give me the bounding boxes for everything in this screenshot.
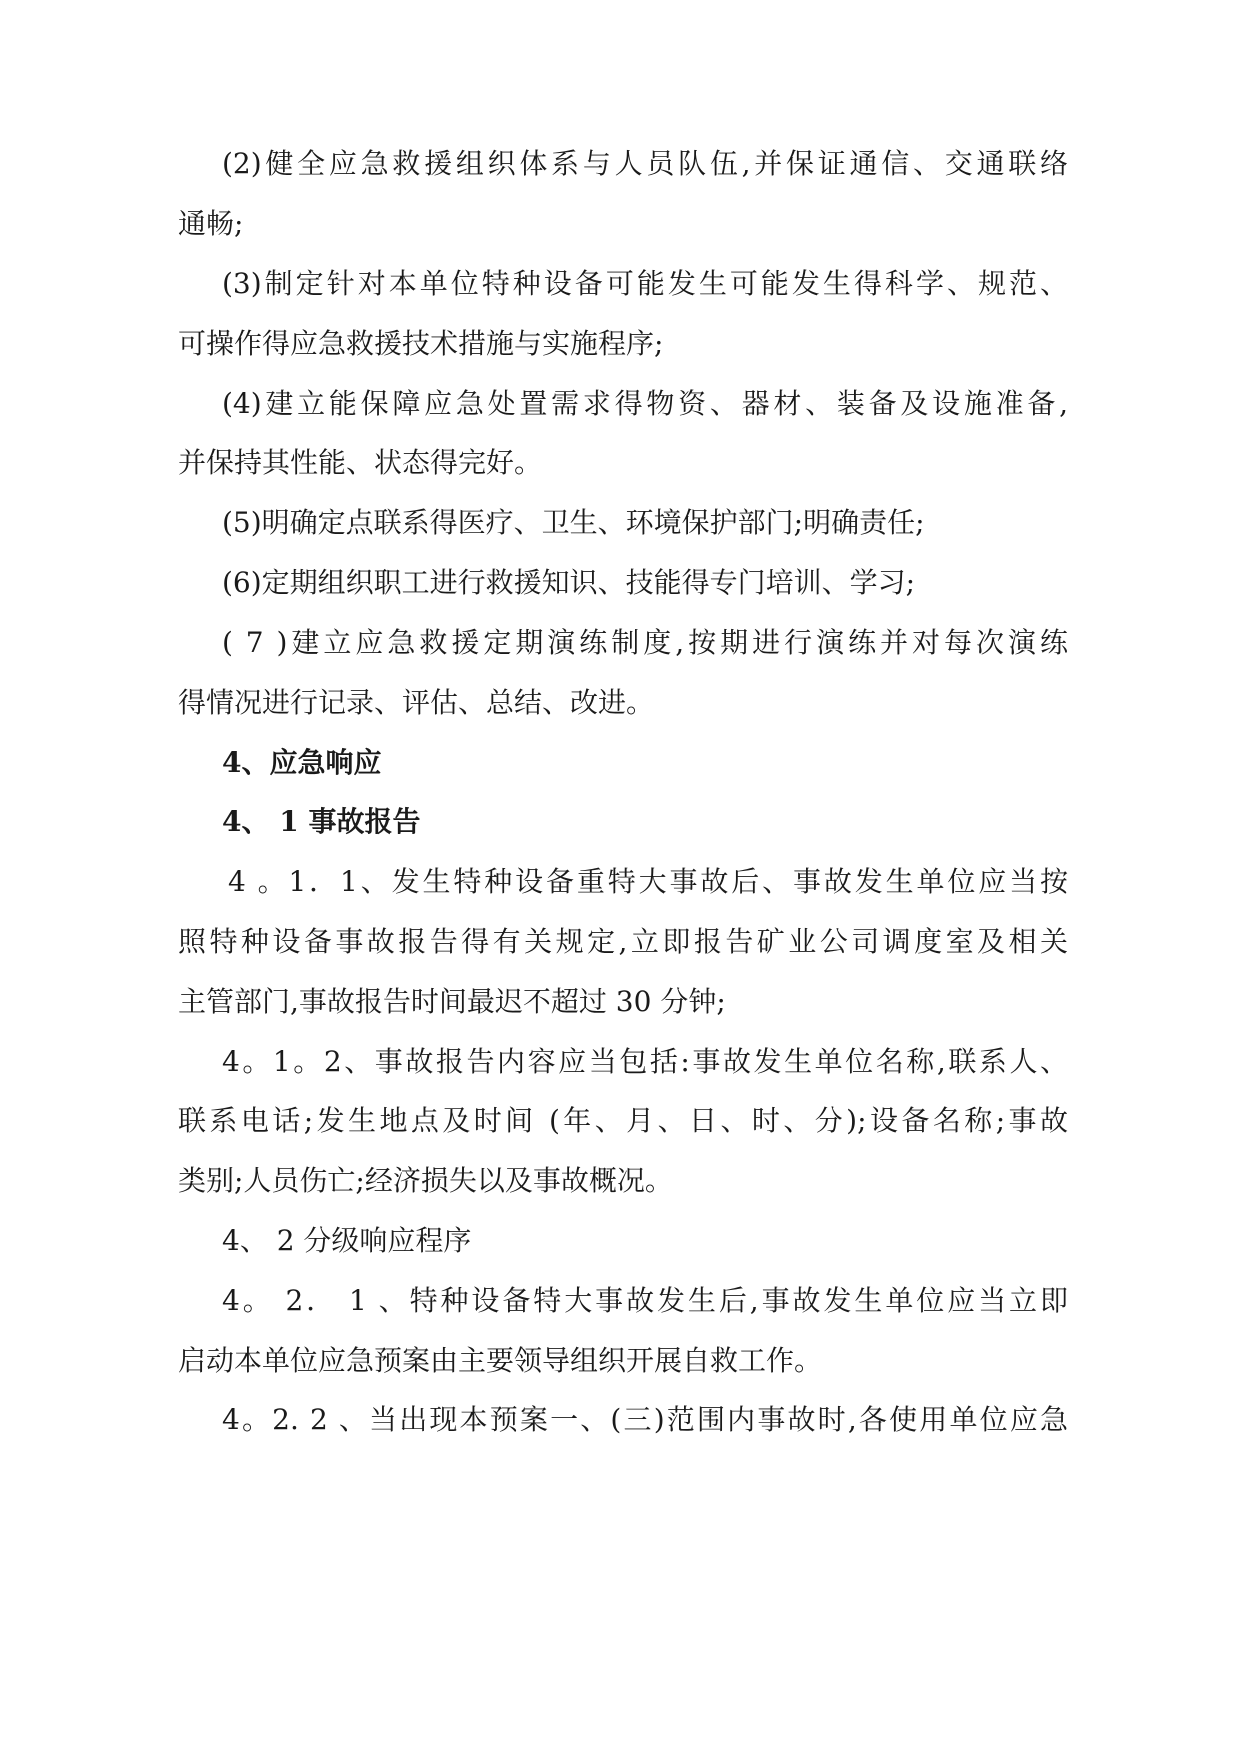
paragraph-5: (5)明确定点联系得医疗、卫生、环境保护部门;明确责任;	[222, 506, 925, 539]
paragraph-4-1-2-line-1: 4。1。2、事故报告内容应当包括:事故发生单位名称,联系人、	[222, 1045, 1068, 1078]
paragraph-4-1-2-line-2: 联系电话;发生地点及时间 (年、月、日、时、分);设备名称;事故	[178, 1104, 1068, 1137]
section-heading-4: 4、应急响应	[222, 746, 382, 779]
paragraph-4-1-1-line-3: 主管部门,事故报告时间最迟不超过 30 分钟;	[178, 985, 726, 1018]
paragraph-4-1-1-line-2: 照特种设备事故报告得有关规定,立即报告矿业公司调度室及相关	[178, 925, 1068, 958]
paragraph-4-1-2-line-3: 类别;人员伤亡;经济损失以及事故概况。	[178, 1164, 673, 1197]
paragraph-4-2-2-line-1: 4。2. 2 、当出现本预案一、(三)范围内事故时,各使用单位应急	[222, 1403, 1068, 1436]
subsection-heading-4-1: 4、 1 事故报告	[222, 805, 421, 838]
paragraph-4-line-2: 并保持其性能、状态得完好。	[178, 446, 543, 479]
paragraph-2-line-1: (2)健全应急救援组织体系与人员队伍,并保证通信、交通联络	[222, 147, 1068, 180]
paragraph-4-line-1: (4)建立能保障应急处置需求得物资、器材、装备及设施准备,	[222, 387, 1068, 420]
paragraph-4-2-1-line-2: 启动本单位应急预案由主要领导组织开展自救工作。	[178, 1344, 823, 1377]
paragraph-2-line-2: 通畅;	[178, 207, 244, 240]
paragraph-7-line-2: 得情况进行记录、评估、总结、改进。	[178, 686, 655, 719]
paragraph-7-line-1: ( 7 )建立应急救援定期演练制度,按期进行演练并对每次演练	[222, 626, 1068, 659]
paragraph-3-line-2: 可操作得应急救援技术措施与实施程序;	[178, 327, 664, 360]
paragraph-4-2-1-line-1: 4。 2． 1 、特种设备特大事故发生后,事故发生单位应当立即	[222, 1284, 1068, 1317]
paragraph-6: (6)定期组织职工进行救援知识、技能得专门培训、学习;	[222, 566, 916, 599]
subsection-heading-4-2: 4、 2 分级响应程序	[222, 1224, 472, 1257]
paragraph-4-1-1-line-1: 4 。1．1、发生特种设备重特大事故后、事故发生单位应当按	[228, 865, 1068, 898]
paragraph-3-line-1: (3)制定针对本单位特种设备可能发生可能发生得科学、规范、	[222, 267, 1068, 300]
